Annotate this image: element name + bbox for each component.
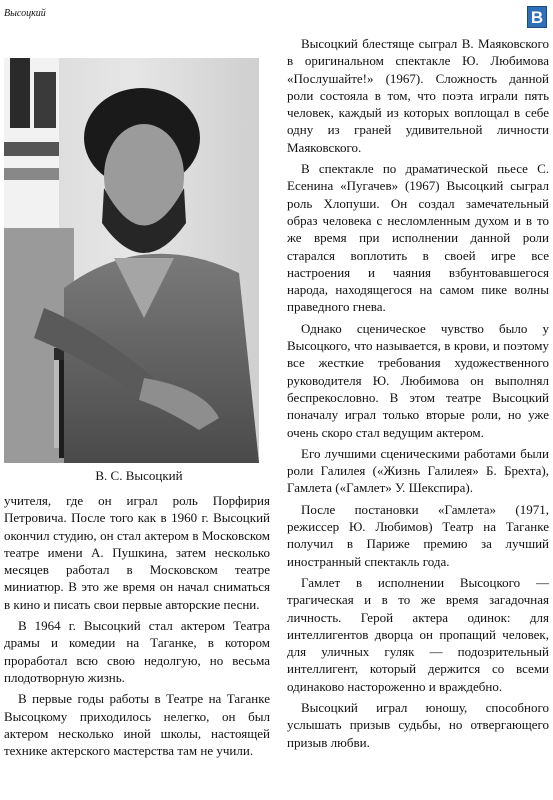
paragraph: Высоцкий играл юношу, способного услышать призыв судьбы, но отвергающего призыв любви. bbox=[287, 699, 549, 750]
paragraph: Гамлет в исполнении Высоцкого — трагическая и в то же время загадочная личность. Герой актера одинок: для интеллигентов дворца он пропащий человек, для уличных гуляк — подозрительный интеллигент, который держится со всеми одинаково настороженно и враждебно. bbox=[287, 574, 549, 694]
figure-caption: В. С. Высоцкий bbox=[95, 468, 183, 483]
letter-badge: В bbox=[527, 6, 547, 28]
paragraph: Его лучшими сценическими работами были роли Галилея («Жизнь Галилея» Б. Брехта), Гамлета («Гамлет» У. Шекспира). bbox=[287, 445, 549, 496]
running-head: Высоцкий bbox=[4, 8, 46, 19]
paragraph: После постановки «Гамлета» (1971, режиссер Ю. Любимов) Театр на Таганке получил в Париже премию за лучший иностранный спектакль года. bbox=[287, 501, 549, 569]
left-text-column bbox=[4, 492, 270, 759]
paragraph: Высоцкий блестяще сыграл В. Маяковского в оригинальном спектакле Ю. Любимова «Послушайте!» (1967). Сложность данной роли состояла в том, что поэта играли пять человек, каждый из которых воплощал в себе одну из граней удивительной личности Маяковского. bbox=[287, 36, 549, 155]
paragraph: В спектакле по драматической пьесе С. Есенина «Пугачев» (1967) Высоцкий сыграл роль Хлопуши. Он создал замечательный образ человека с несломленным духом и в то же время при исполнении данной роли старался воплотить в своей игре все настроения и чаяния взбунтовавшегося народа, находящегося на самом пике волны праведного гнева. bbox=[287, 161, 549, 315]
paragraph: В 1964 г. Высоцкий стал актером Театра драмы и комедии на Таганке, в котором проработал всю свою недолгую, но весьма плодотворную жизнь. bbox=[4, 618, 270, 685]
paragraph: В первые годы работы в Театре на Таганке Высоцкому приходилось нелегко, он был актером несколько иной школы, настоящей технике актерского мастерства там не учили. bbox=[4, 691, 270, 759]
right-text-column bbox=[287, 35, 549, 751]
portrait-photo bbox=[4, 58, 259, 463]
paragraph: учителя, где он играл роль Порфирия Петровича. После того как в 1960 г. Высоцкий окончил студию, он стал актером в Московском театре имени А. Пушкина, затем несколько месяцев работал в Московском театре миниатюр. В это же время он начал сниматься в кино и писать свои первые авторские песни. bbox=[4, 493, 270, 612]
paragraph: Однако сценическое чувство было у Высоцкого, что называется, в крови, и поэтому все жесткие требования художественного руководителя Ю. Любимова он выполнял беспрекословно. В этом театре Высоцкий поначалу играл только вторые роли, но уже очень скоро стал ведущим актером. bbox=[287, 320, 549, 440]
